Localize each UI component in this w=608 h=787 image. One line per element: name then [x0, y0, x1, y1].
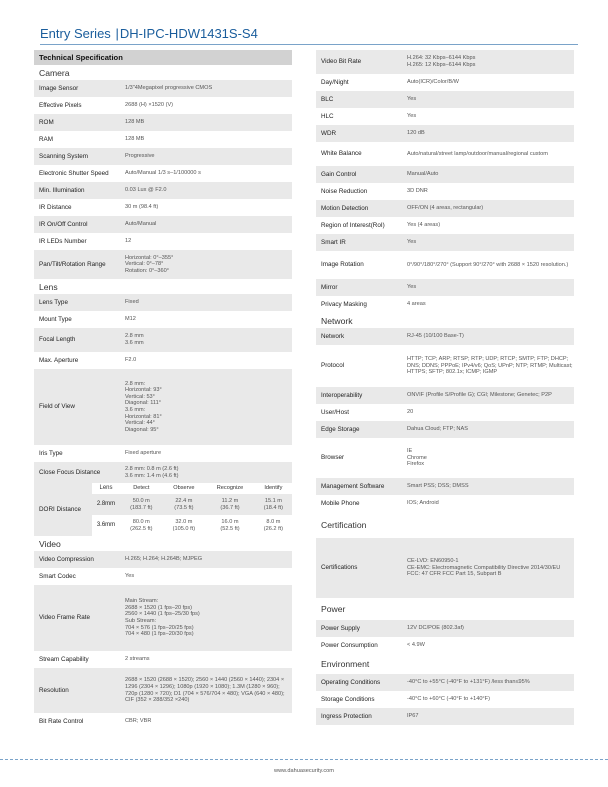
spec-value: 30 m (98.4 ft) [125, 204, 159, 211]
spec-key: Motion Detection [321, 204, 369, 212]
spec-key: BLC [321, 95, 334, 103]
spec-row [316, 296, 574, 313]
dori-header-recognize: Recognize [216, 485, 244, 492]
spec-value: 0°/90°/180°/270° (Support 90°/270° with 2688 × 1520 resolution.) [407, 261, 569, 268]
section-video-title: Video [39, 538, 61, 549]
spec-row [316, 142, 574, 166]
spec-value: IP67 [407, 713, 419, 720]
spec-key: Mirror [321, 283, 338, 291]
section-power-title: Power [321, 604, 346, 614]
dori-lens: 3.6mm [96, 522, 116, 529]
spec-value: 120 dB [407, 130, 425, 137]
spec-key: Power Supply [321, 624, 360, 632]
spec-value: 128 MB [125, 136, 145, 143]
spec-value: Smart PSS; DSS; DMSS [407, 483, 469, 490]
spec-value: H.265; H.264; H.264B; MJPEG [125, 556, 203, 563]
spec-row [316, 478, 574, 495]
spec-value: 4 areas [407, 301, 426, 308]
spec-key: Pan/Tilt/Rotation Range [39, 260, 106, 268]
spec-row [316, 421, 574, 438]
spec-row [316, 183, 574, 200]
dori-row-3-6mm [92, 515, 292, 536]
spec-key: Ingress Protection [321, 712, 372, 720]
spec-row [316, 217, 574, 234]
spec-value: 12V DC/POE (802.3af) [407, 625, 464, 632]
spec-value: 2.8 mm 3.6 mm [125, 333, 144, 346]
spec-row [34, 97, 292, 114]
spec-row [34, 462, 292, 483]
document-header [40, 26, 258, 41]
spec-row [34, 233, 292, 250]
spec-value: Dahua Cloud; FTP; NAS [407, 426, 468, 433]
spec-row [316, 637, 574, 654]
dori-cell: 22.4 m (73.5 ft) [163, 494, 206, 515]
spec-value: 2 streams [125, 656, 150, 663]
spec-row [316, 234, 574, 251]
spec-value: -40°C to +55°C (-40°F to +131°F) /less than≤95% [407, 679, 530, 686]
spec-value: 0.03 Lux @ F2.0 [125, 187, 167, 194]
spec-key: Stream Capability [39, 655, 89, 663]
spec-key: User/Host [321, 408, 349, 416]
spec-row [316, 91, 574, 108]
section-environment-title: Environment [321, 659, 370, 669]
spec-row [34, 182, 292, 199]
spec-key: Bit Rate Control [39, 717, 84, 725]
spec-title: Technical Specification [34, 50, 292, 65]
spec-value: Fixed [125, 299, 139, 306]
spec-row [34, 294, 292, 311]
spec-row [316, 438, 574, 478]
spec-key: Storage Conditions [321, 695, 375, 703]
spec-row [34, 713, 292, 730]
spec-value: Auto/natural/street lamp/outdoor/manual/regional custom [407, 150, 548, 157]
spec-row [34, 651, 292, 668]
spec-row [316, 50, 574, 74]
spec-value: 2.8 mm: Horizontal: 93° Vertical: 53° Diagonal: 111° 3.6 mm: Horizontal: 81° Vertical: 44° Diagonal: 95° [125, 380, 162, 433]
spec-row [34, 668, 292, 713]
spec-key: WDR [321, 129, 337, 137]
dori-cell: 15.1 m (18.4 ft) [255, 494, 292, 515]
spec-key: Video Frame Rate [39, 614, 90, 622]
spec-row [316, 538, 574, 598]
spec-row [34, 585, 292, 651]
spec-key: Close Focus Distance [39, 468, 101, 476]
spec-key: Day/Night [321, 78, 349, 86]
spec-value: -40°C to +60°C (-40°F to +140°F) [407, 696, 490, 703]
dori-cell: 16.0 m (52.5 ft) [220, 518, 240, 532]
spec-key: Edge Storage [321, 425, 360, 433]
spec-value: 12 [125, 238, 132, 245]
camera-rows [34, 80, 292, 279]
spec-key: Mobile Phone [321, 499, 360, 507]
spec-key: Video Bit Rate [321, 58, 362, 66]
header-separator: | [115, 26, 119, 41]
spec-value: ONVIF (Profile S/Profile G); CGI; Milestone; Genetec; P2P [407, 392, 552, 399]
left-column [34, 50, 292, 730]
spec-value: Yes [125, 573, 135, 580]
spec-value: < 4.9W [407, 642, 425, 649]
spec-row [34, 352, 292, 369]
spec-key: Browser [321, 454, 345, 462]
dori-cell: 80.0 m (262.5 ft) [130, 518, 153, 532]
spec-key: Image Rotation [321, 261, 364, 269]
spec-key: Network [321, 332, 345, 340]
spec-key: Lens Type [39, 298, 68, 306]
dori-distance-table [34, 483, 292, 536]
spec-key: Region of Interest(RoI) [321, 221, 385, 229]
spec-row [34, 445, 292, 462]
footer-url: www.dahuasecurity.com [274, 768, 334, 774]
dori-label: DORI Distance [34, 483, 92, 536]
power-rows [316, 620, 574, 654]
spec-row [34, 250, 292, 279]
footer-rule [0, 759, 608, 760]
spec-key: Resolution [39, 686, 69, 694]
spec-value: Fixed aperture [125, 450, 162, 457]
dori-lens: 2.8mm [92, 494, 120, 515]
spec-value: IE Chrome Firefox [407, 448, 427, 468]
spec-key: HLC [321, 112, 334, 120]
spec-key: Management Software [321, 482, 385, 490]
spec-row [316, 387, 574, 404]
spec-key: Gain Control [321, 170, 357, 178]
spec-value: Yes (4 areas) [407, 222, 441, 229]
spec-row [316, 345, 574, 387]
spec-key: RAM [39, 135, 53, 143]
header-rule [40, 44, 578, 45]
spec-row [34, 199, 292, 216]
spec-key: Electronic Shutter Speed [39, 169, 109, 177]
certification-rows [316, 538, 574, 598]
spec-row [34, 148, 292, 165]
spec-row [316, 620, 574, 637]
dori-row-2-8mm [92, 494, 292, 515]
video-rows [34, 551, 292, 730]
spec-value: CBR; VBR [125, 718, 152, 725]
spec-row [316, 200, 574, 217]
lens-rows [34, 294, 292, 483]
spec-key: Noise Reduction [321, 187, 368, 195]
spec-row [34, 568, 292, 585]
spec-key: IR On/Off Control [39, 220, 88, 228]
spec-row [34, 311, 292, 328]
spec-value: M12 [125, 316, 136, 323]
spec-value: Manual/Auto [407, 171, 439, 178]
right-column [316, 50, 574, 725]
spec-key: Max. Aperture [39, 356, 79, 364]
environment-rows [316, 674, 574, 725]
spec-row [34, 328, 292, 352]
dori-header-observe: Observe [173, 485, 195, 492]
spec-value: CE-LVD: EN60950-1 CE-EMC: Electromagnetic Compatibility Directive 2014/30/EU FCC: 47 CFR FCC Part 15, Subpart B [407, 558, 561, 578]
spec-key: Image Sensor [39, 84, 79, 92]
dori-cell: 50.0 m (183.7 ft) [120, 494, 163, 515]
spec-key: Certifications [321, 564, 358, 572]
dori-header-identify: Identify [264, 485, 283, 492]
spec-key: Privacy Masking [321, 300, 367, 308]
spec-row [316, 495, 574, 512]
dori-cell: 8.0 m (26.2 ft) [263, 518, 284, 532]
dori-header-lens: Lens [99, 485, 113, 492]
spec-value: Horizontal: 0°–355° Vertical: 0°–78° Rotation: 0°–360° [125, 254, 174, 274]
spec-value: 2.8 mm: 0.8 m (2.6 ft) 3.6 mm: 1.4 m (4.6 ft) [125, 465, 179, 479]
network-rows [316, 328, 574, 512]
spec-row [34, 80, 292, 97]
spec-row [316, 691, 574, 708]
spec-key: Video Compression [39, 555, 94, 563]
dori-cell: 11.2 m (36.7 ft) [205, 494, 255, 515]
spec-row [316, 125, 574, 142]
spec-row [316, 108, 574, 125]
dori-header-detect: Detect [133, 485, 150, 492]
model-number: DH-IPC-HDW1431S-S4 [119, 26, 258, 41]
spec-row [34, 551, 292, 568]
spec-row [34, 369, 292, 445]
spec-row [316, 251, 574, 279]
spec-value: HTTP; TCP; ARP; RTSP; RTP; UDP; RTCP; SMTP; FTP; DHCP; DNS; DDNS; PPPoE; IPv4/v6; QoS; UPnP; NTP; RTMP; Multicast; HTTPS; SFTP; 802.1x; ICMP; IGMP [407, 356, 573, 376]
spec-key: IR Distance [39, 203, 72, 211]
spec-key: Smart Codec [39, 572, 76, 580]
spec-value: 20 [407, 409, 414, 416]
spec-value: Yes [407, 239, 417, 246]
spec-key: Operating Conditions [321, 678, 381, 686]
spec-key: Effective Pixels [39, 101, 82, 109]
spec-value: Yes [407, 284, 417, 291]
spec-value: Main Stream: 2688 × 1520 (1 fps–20 fps) 2560 × 1440 (1 fps–25/30 fps) Sub Stream: 704 × 576 (1 fps–20/25 fps) 704 × 480 (1 fps–20/30 fps) [125, 598, 200, 638]
spec-key: ROM [39, 118, 54, 126]
section-certification-title: Certification [321, 520, 367, 530]
spec-value: Auto/Manual 1/3 s–1/100000 s [125, 170, 201, 177]
spec-value: Yes [407, 113, 417, 120]
spec-value: 3D DNR [407, 188, 428, 195]
spec-key: Iris Type [39, 449, 63, 457]
spec-row [316, 708, 574, 725]
spec-value: OFF/ON (4 areas, rectangular) [407, 205, 484, 212]
spec-value: Auto(ICR)/Color/B/W [407, 79, 459, 86]
spec-row [316, 674, 574, 691]
spec-key: Focal Length [39, 336, 76, 344]
spec-value: Yes [407, 96, 417, 103]
spec-key: Power Consumption [321, 641, 378, 649]
spec-row [34, 131, 292, 148]
spec-key: Scanning System [39, 152, 89, 160]
spec-value: 2688 × 1520 (2688 × 1520); 2560 × 1440 (2560 × 1440); 2304 × 1296 (2304 × 1296); 1080p (1920 × 1080); 1.3M (1280 × 960); 720p (1280 × 720); D1 (704 × 576/704 × 480); VGA (640 × 480); CIF (352 × 288/352 ×240) [125, 677, 285, 704]
section-network-title: Network [321, 315, 353, 326]
dori-cell: 32.0 m (105.0 ft) [172, 518, 196, 532]
spec-value: Progressive [125, 153, 155, 160]
section-lens-title: Lens [39, 281, 58, 292]
spec-value: 2688 (H) ×1520 (V) [125, 102, 174, 109]
spec-row [316, 328, 574, 345]
spec-value: RJ-45 (10/100 Base-T) [407, 333, 464, 340]
spec-value: 128 MB [125, 119, 145, 126]
spec-key: Field of View [39, 403, 75, 411]
spec-key: Smart IR [321, 238, 346, 246]
dori-grid [92, 483, 292, 536]
spec-value: F2.0 [125, 357, 137, 364]
spec-key: Protocol [321, 362, 345, 370]
spec-row [34, 165, 292, 182]
spec-value: H.264: 32 Kbps–6144 Kbps H.265: 12 Kbps–6144 Kbps [407, 55, 476, 68]
spec-row [34, 114, 292, 131]
spec-key: White Balance [321, 150, 362, 158]
spec-row [316, 279, 574, 296]
spec-row [316, 404, 574, 421]
spec-key: Mount Type [39, 315, 72, 323]
spec-row [316, 74, 574, 91]
spec-value: IOS; Android [407, 500, 439, 507]
spec-value: Auto/Manual [125, 221, 157, 228]
spec-row [316, 166, 574, 183]
series-name: Entry Series [40, 26, 111, 41]
spec-key: IR LEDs Number [39, 237, 87, 245]
spec-row [34, 216, 292, 233]
spec-value: 1/3"4Megapixel progressive CMOS [125, 85, 213, 92]
spec-key: Min. Illumination [39, 186, 85, 194]
section-camera-title: Camera [39, 67, 70, 78]
spec-key: Interoperability [321, 391, 363, 399]
video-cont-rows [316, 50, 574, 313]
